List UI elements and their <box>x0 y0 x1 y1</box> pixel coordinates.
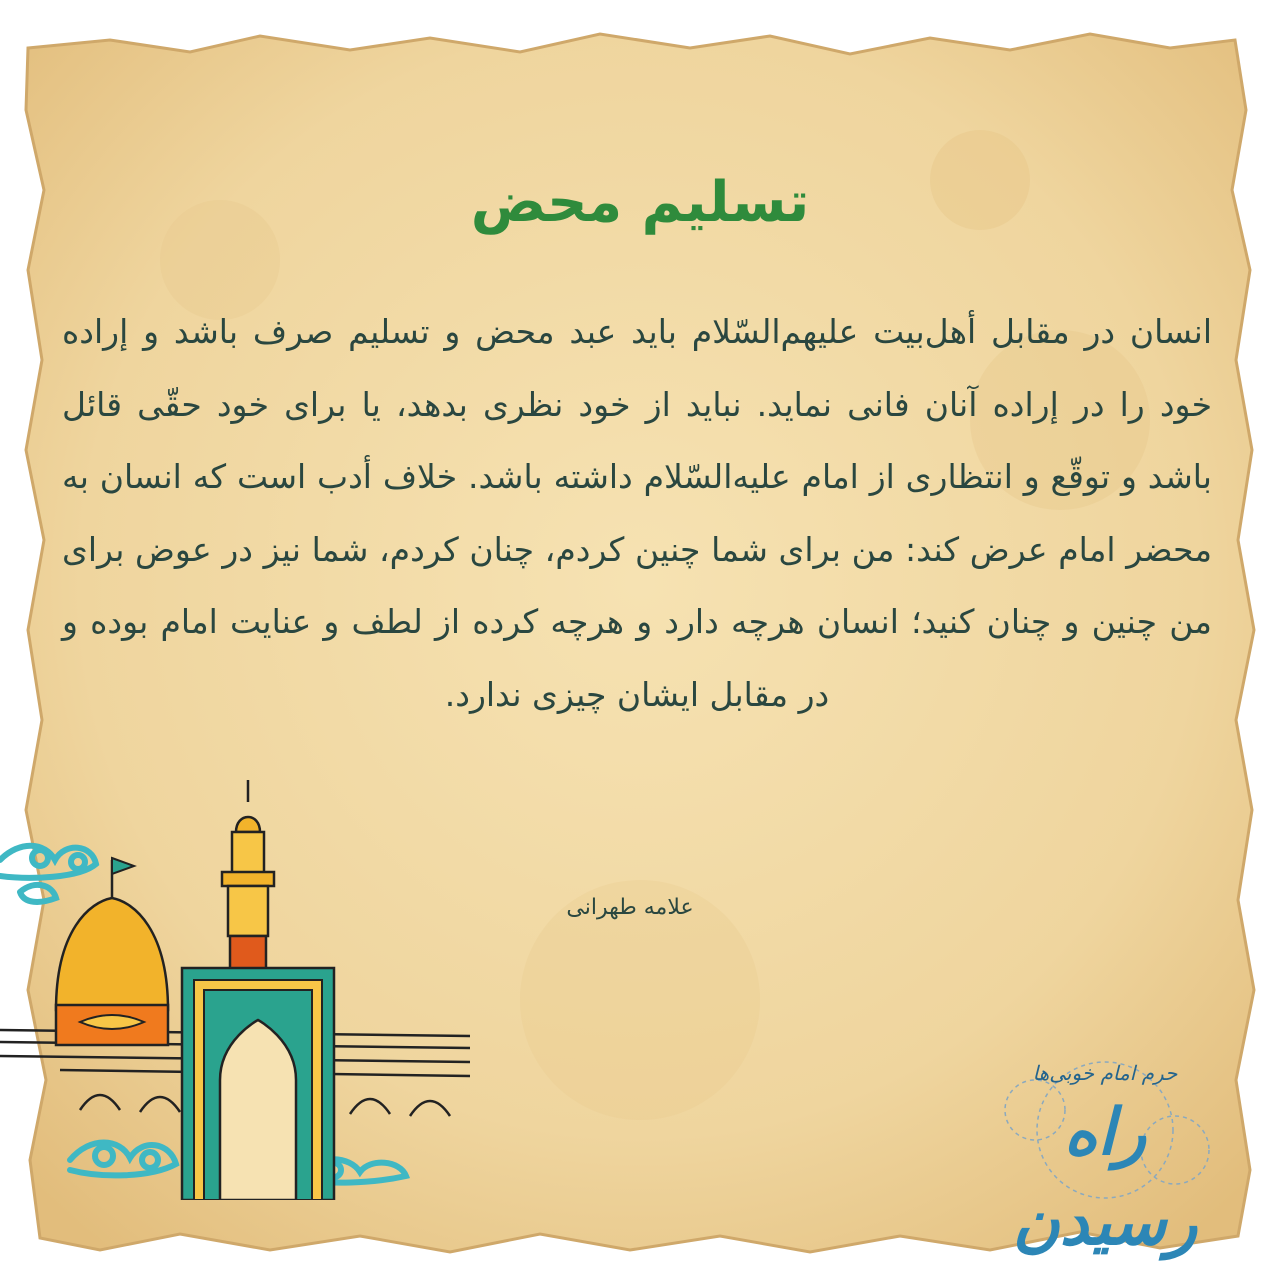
logo-subtitle: حرم امام خوبی‌ها <box>1032 1061 1178 1085</box>
logo-title: راه رسیدن <box>1012 1095 1198 1260</box>
quote-body: انسان در مقابل أهل‌بیت علیهم‌السّلام باید عبد محض و تسلیم صرف باشد و إراده خود را در إراده آنان فانی نماید. نباید از خود نظری بدهد، یا برای خود حقّی قائل باشد و توقّع و انتظاری از امام علیه‌السّلام داشته باشد. خلاف أدب است که انسان به محضر امام عرض کند: من برای شما چنین کردم، چنان کردم، شما نیز در عوض برای من چنین و چنان کنید؛ انسان هرچه دارد و هرچه کرده از لطف و عنایت امام بوده و در مقابل ایشان چیزی ندارد. <box>62 312 1212 714</box>
iwan-gate <box>182 968 334 1200</box>
shrine-illustration <box>0 780 480 1200</box>
golden-dome <box>56 858 168 1045</box>
minaret <box>222 780 274 976</box>
author-name: علامه طهرانی <box>566 895 694 920</box>
brand-logo <box>975 1050 1235 1260</box>
page-title: تسلیم محض <box>470 170 810 235</box>
cloud-ornament-left <box>0 846 96 902</box>
